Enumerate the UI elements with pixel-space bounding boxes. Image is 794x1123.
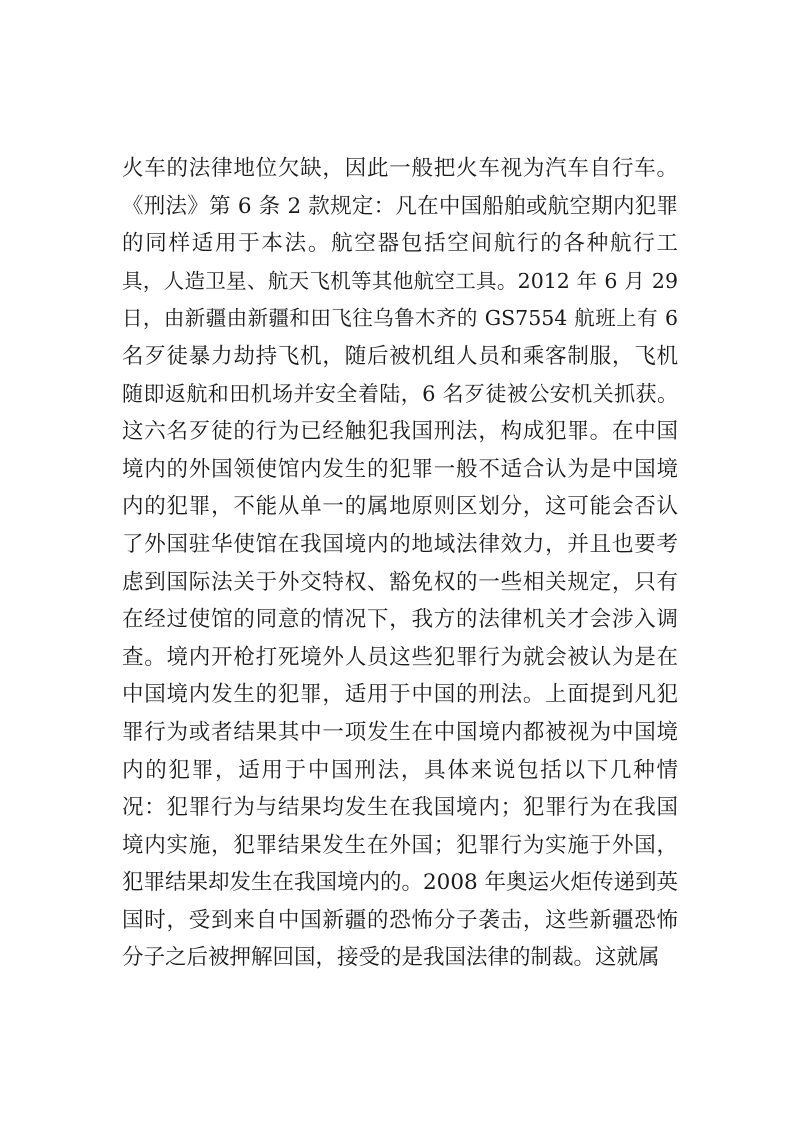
text-line: 分子之后被押解回国，接受的是我国法律的制裁。这就属 <box>122 945 660 971</box>
text-line: 《刑法》第 6 条 2 款规定：凡在中国船舶或航空期内犯罪 <box>122 193 678 219</box>
text-line: 国时，受到来自中国新疆的恐怖分子袭击，这些新疆恐怖 <box>122 907 678 933</box>
text-line: 了外国驻华使馆在我国境内的地域法律效力，并且也要考 <box>122 531 678 557</box>
text-line: 境内实施，犯罪结果发生在外国；犯罪行为实施于外国， <box>122 832 678 858</box>
text-line: 中国境内发生的犯罪，适用于中国的刑法。上面提到凡犯 <box>122 682 678 708</box>
text-line: 火车的法律地位欠缺，因此一般把火车视为汽车自行车。 <box>122 156 678 181</box>
text-line: 境内的外国领使馆内发生的犯罪一般不适合认为是中国境 <box>122 456 678 482</box>
text-line: 这六名歹徒的行为已经触犯我国刑法，构成犯罪。在中国 <box>122 419 678 445</box>
text-line: 内的犯罪，不能从单一的属地原则区划分，这可能会否认 <box>122 494 678 520</box>
text-line: 的同样适用于本法。航空器包括空间航行的各种航行工 <box>122 231 678 257</box>
text-line: 在经过使馆的同意的情况下，我方的法律机关才会涉入调 <box>122 607 678 633</box>
text-line: 罪行为或者结果其中一项发生在中国境内都被视为中国境 <box>122 719 678 745</box>
text-line: 日，由新疆由新疆和田飞往乌鲁木齐的 GS7554 航班上有 6 <box>122 306 678 331</box>
text-line: 随即返航和田机场并安全着陆，6 名歹徒被公安机关抓获。 <box>122 381 678 406</box>
text-line: 具，人造卫星、航天飞机等其他航空工具。2012 年 6 月 29 <box>122 268 678 293</box>
text-line: 内的犯罪，适用于中国刑法，具体来说包括以下几种情 <box>122 757 678 783</box>
body-text <box>122 150 678 977</box>
text-line: 虑到国际法关于外交特权、豁免权的一些相关规定，只有 <box>122 569 678 595</box>
text-line: 况：犯罪行为与结果均发生在我国境内；犯罪行为在我国 <box>122 795 678 821</box>
text-line: 查。境内开枪打死境外人员这些犯罪行为就会被认为是在 <box>122 644 678 670</box>
text-line: 犯罪结果却发生在我国境内的。2008 年奥运火炬传递到英 <box>122 870 679 896</box>
text-line: 名歹徒暴力劫持飞机，随后被机组人员和乘客制服，飞机 <box>122 343 678 369</box>
